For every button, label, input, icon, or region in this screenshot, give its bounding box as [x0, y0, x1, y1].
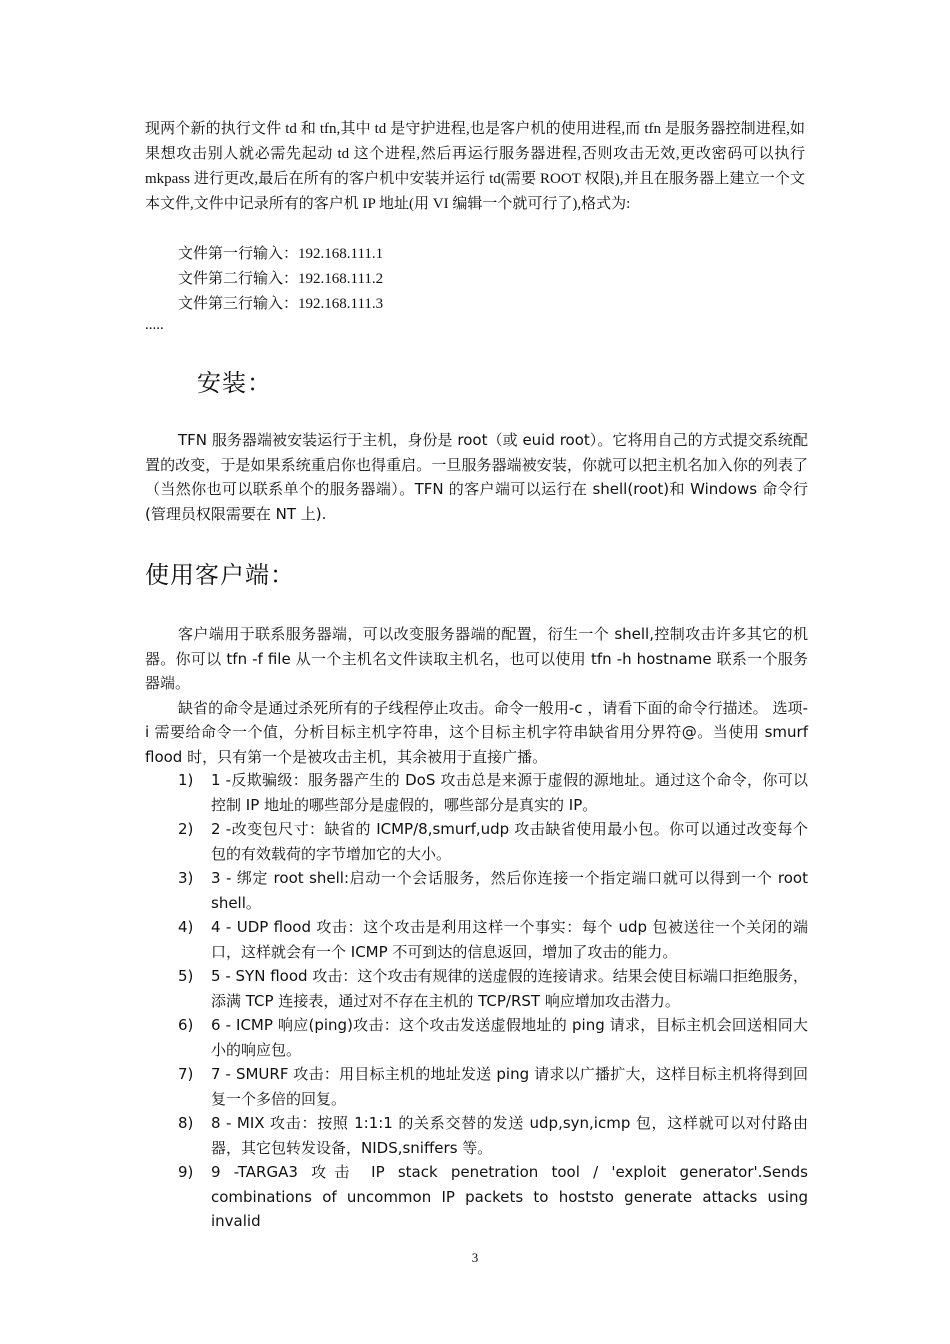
ip-line-3: 文件第三行输入：192.168.111.3: [178, 296, 384, 312]
list-number: 2): [178, 820, 194, 838]
list-number: 8): [178, 1114, 194, 1132]
list-item: [145, 866, 808, 915]
install-paragraph: TFN 服务器端被安装运行于主机，身份是 root（或 euid root）。它将用自己的方式提交系统配置的改变，于是如果系统重启你也得重启。一旦服务器端被安装，你就可以把主机名加入你的列表了（当然你也可以联系单个的服务器端）。TFN 的客户端可以运行在 shell(root)和 Windows 命令行(管理员权限需要在 NT 上).: [145, 431, 808, 523]
list-item: [145, 1160, 808, 1234]
client-paragraph-2: 缺省的命令是通过杀死所有的子线程停止攻击。命令一般用-c ，请看下面的命令行描述。 选项-i 需要给命令一个值，分析目标主机字符串，这个目标主机字符串缺省用分界符@。当使用 smurf flood 时，只有第一个是被攻击主机，其余被用于直接广播。: [145, 698, 808, 766]
list-item: [145, 817, 808, 866]
list-text: 8 - MIX 攻击：按照 1:1:1 的关系交替的发送 udp,syn,icmp 包，这样就可以对付路由器，其它包转发设备，NIDS,sniffers 等。: [211, 1114, 808, 1157]
list-number: 6): [178, 1016, 194, 1034]
list-text: 5 - SYN flood 攻击：这个攻击有规律的送虚假的连接请求。结果会使目标端口拒绝服务，添满 TCP 连接表，通过对不存在主机的 TCP/RST 响应增加攻击潜力。: [211, 967, 808, 1010]
client-section: [145, 622, 808, 769]
list-item: [145, 1013, 808, 1062]
ellipsis: .....: [145, 317, 164, 333]
list-item: [145, 915, 808, 964]
install-section: [145, 428, 808, 526]
list-number: 5): [178, 967, 194, 985]
intro-text: 现两个新的执行文件 td 和 tfn,其中 td 是守护进程,也是客户机的使用进程,而 tfn 是服务器控制进程,如果想攻击别人就必需先起动 td 这个进程,然后再运行服务器进程,否则攻击无效,更改密码可以执行 mkpass 进行更改,最后在所有的客户机中安装并运行 td(需要 ROOT 权限),并且在服务器上建立一个文本文件,文件中记录所有的客户机 IP 地址(用 VI 编辑一个就可行了),格式为:: [145, 121, 805, 212]
intro-paragraph: [145, 117, 805, 217]
list-item: [145, 964, 808, 1013]
list-number: 7): [178, 1065, 194, 1083]
client-heading: 使用客户端：: [145, 561, 295, 589]
list-item: [145, 1111, 808, 1160]
list-text: 3 - 绑定 root shell:启动一个会话服务，然后你连接一个指定端口就可以得到一个 root shell。: [211, 869, 808, 912]
install-heading: 安装：: [197, 369, 272, 397]
list-number: 4): [178, 918, 194, 936]
list-number: 1): [178, 771, 194, 789]
list-text: 7 - SMURF 攻击：用目标主机的地址发送 ping 请求以广播扩大，这样目标主机将得到回复一个多倍的回复。: [211, 1065, 808, 1108]
page-number: 3: [471, 1250, 479, 1265]
list-text: 6 - ICMP 响应(ping)攻击：这个攻击发送虚假地址的 ping 请求，目标主机会回送相同大小的响应包。: [211, 1016, 808, 1059]
list-number: 9): [178, 1163, 194, 1181]
list-item: [145, 1062, 808, 1111]
list-text: 4 - UDP flood 攻击：这个攻击是利用这样一个事实：每个 udp 包被送往一个关闭的端口，这样就会有一个 ICMP 不可到达的信息返回，增加了攻击的能力。: [211, 918, 808, 961]
ip-line-1: 文件第一行输入：192.168.111.1: [178, 246, 384, 262]
list-text: 9 -TARGA3 攻击 IP stack penetration tool / 'exploit generator'.Sends combinations of uncommon IP packets to hoststo generate attacks using invalid: [211, 1163, 808, 1230]
client-paragraph-1: 客户端用于联系服务器端，可以改变服务器端的配置，衍生一个 shell,控制攻击许多其它的机器。你可以 tfn -f file 从一个主机名文件读取主机名，也可以使用 tfn -h hostname 联系一个服务器端。: [145, 625, 808, 692]
list-item: [145, 768, 808, 817]
command-list: [145, 768, 808, 1234]
list-number: 3): [178, 869, 194, 887]
ip-line-2: 文件第二行输入：192.168.111.2: [178, 271, 384, 287]
list-text: 1 -反欺骗级：服务器产生的 DoS 攻击总是来源于虚假的源地址。通过这个命令，你可以控制 IP 地址的哪些部分是虚假的，哪些部分是真实的 IP。: [211, 771, 808, 814]
list-text: 2 -改变包尺寸：缺省的 ICMP/8,smurf,udp 攻击缺省使用最小包。你可以通过改变每个包的有效载荷的字节增加它的大小。: [211, 820, 808, 863]
